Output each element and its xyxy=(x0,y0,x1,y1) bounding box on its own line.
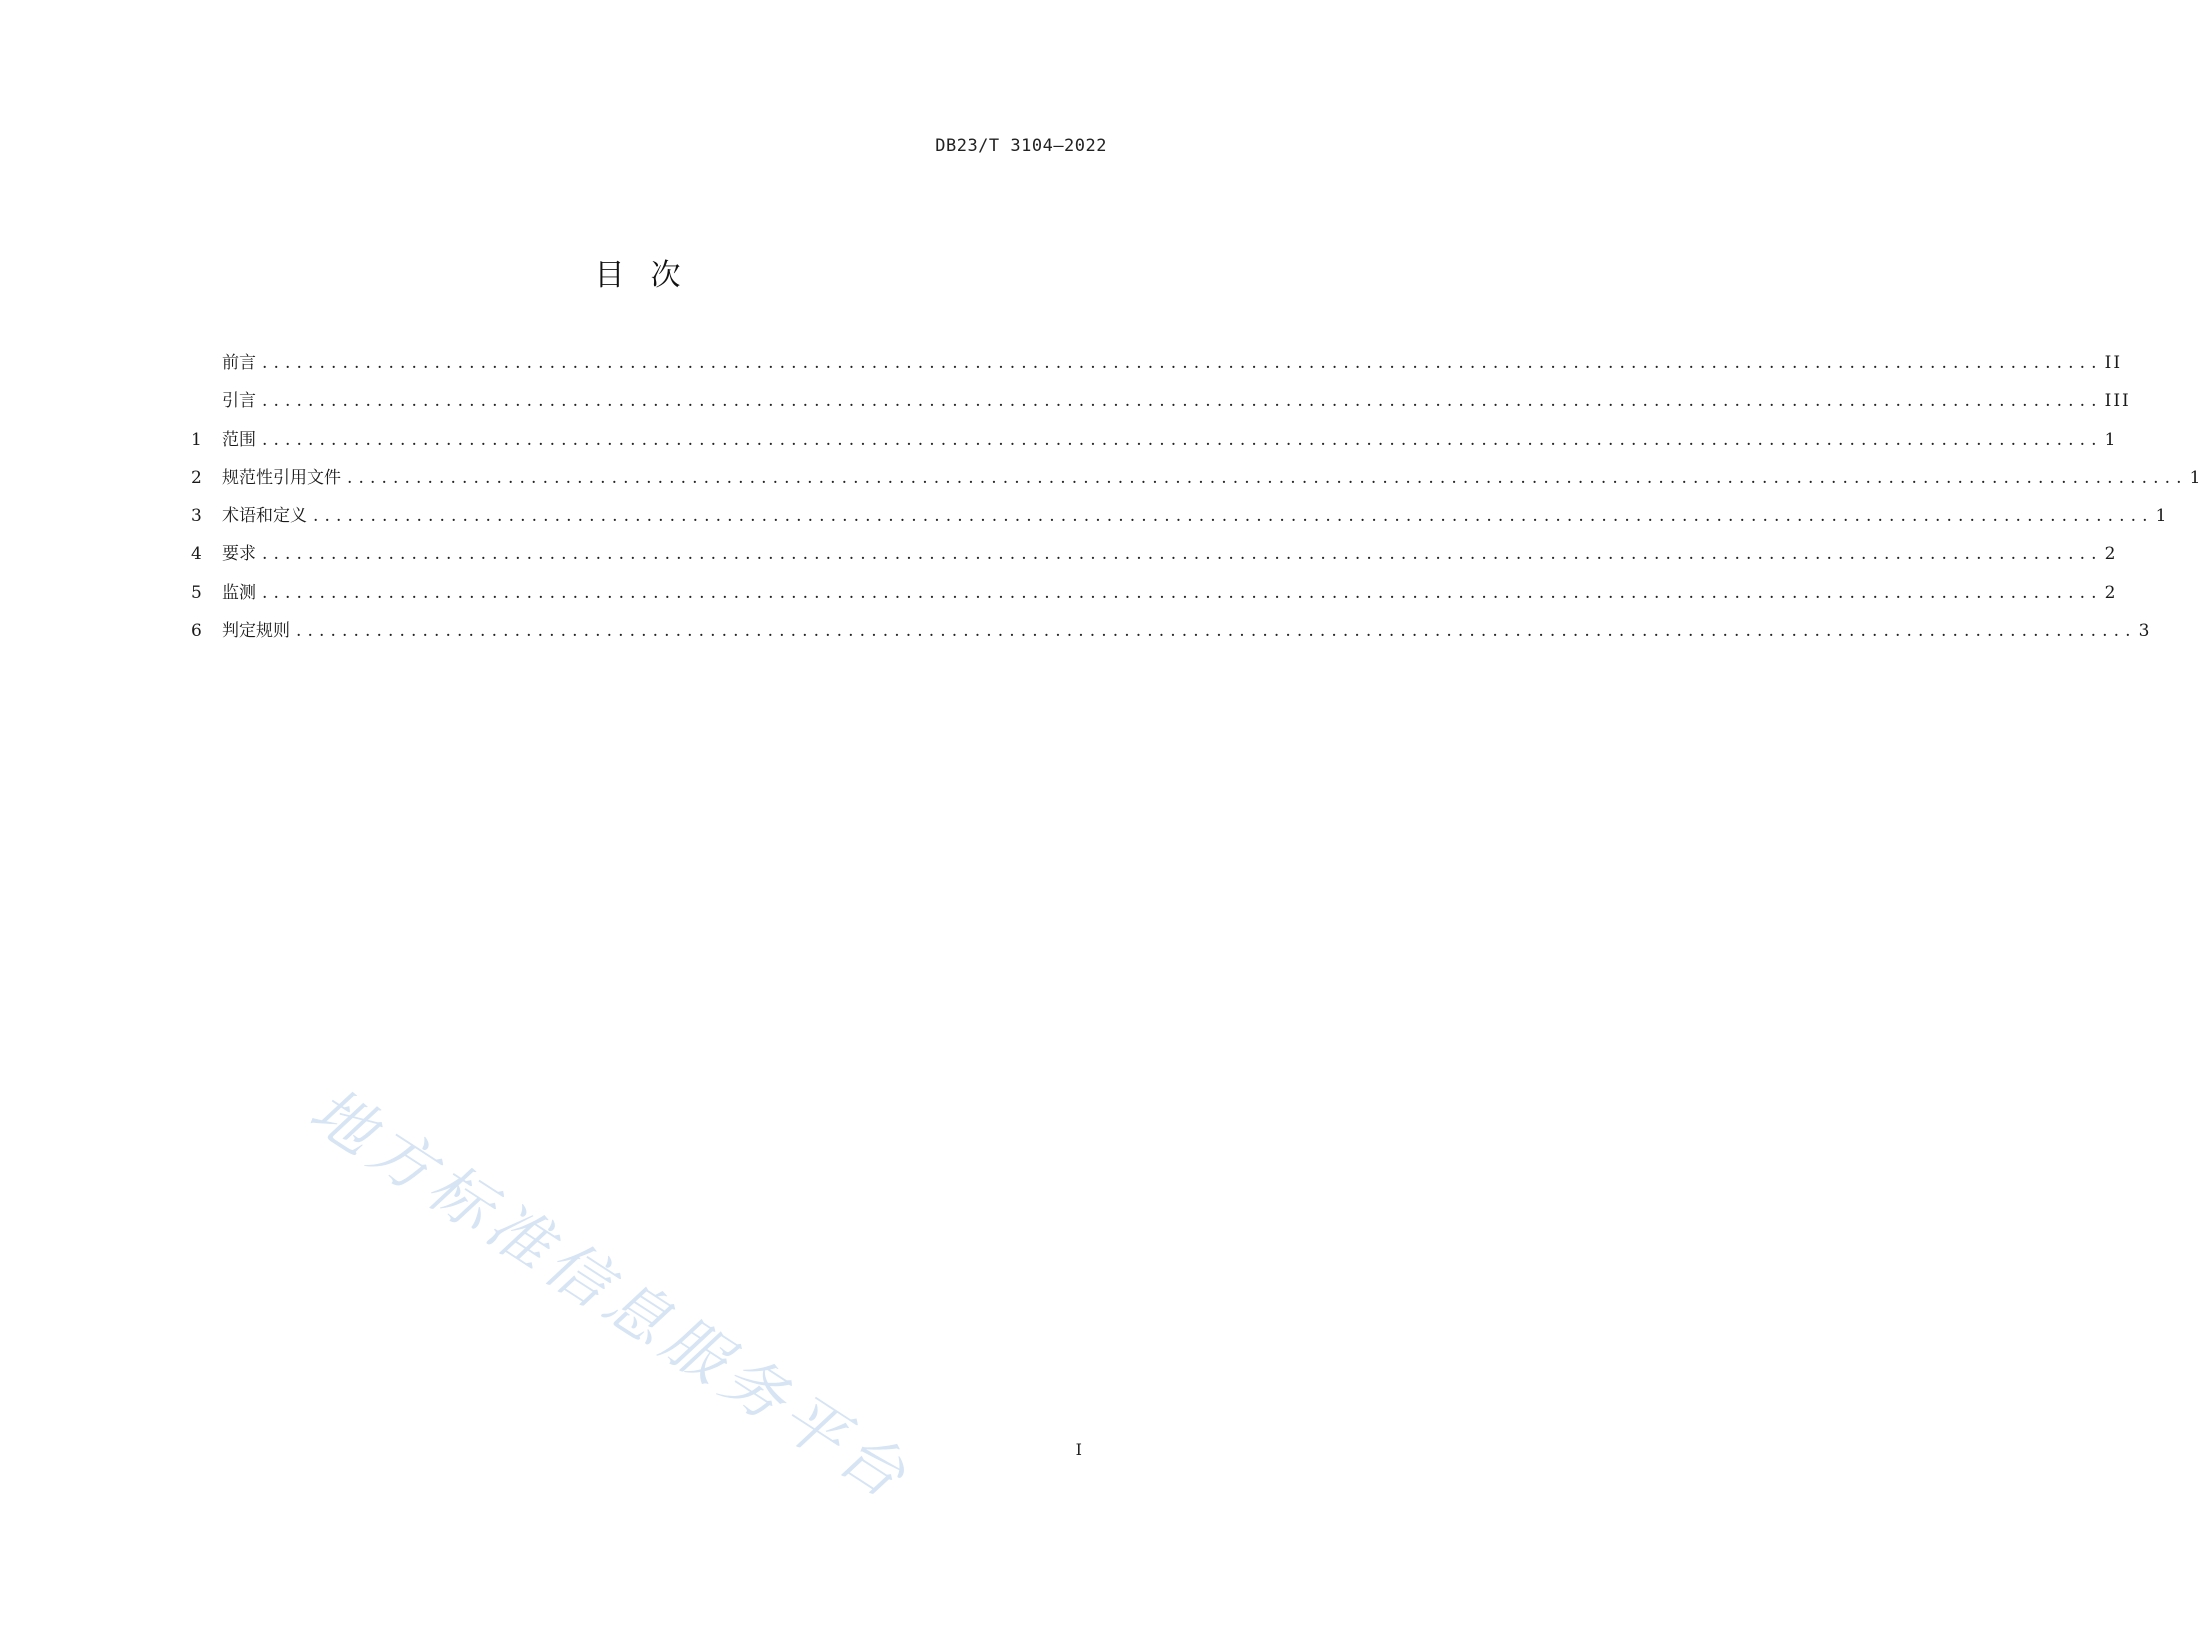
toc-entry-number: 5 xyxy=(191,582,202,603)
toc-leader-dots: ................................................................................................................................................................ xyxy=(347,467,2188,488)
toc-entry[interactable] xyxy=(191,616,2152,654)
toc-leader-dots: ................................................................................................................................................................ xyxy=(262,582,2103,603)
toc-entry[interactable] xyxy=(191,348,2123,386)
watermark: 地方标准信息服务平台 xyxy=(297,1073,925,1516)
toc-entry-label: 范围 xyxy=(222,429,256,450)
toc-leader-dots: ................................................................................................................................................................ xyxy=(262,429,2103,450)
toc-entry-label: 引言 xyxy=(222,391,256,412)
toc-entry-page: 3 xyxy=(2138,621,2152,642)
toc-entry-number: 6 xyxy=(191,621,202,642)
toc-entry-page: II xyxy=(2104,353,2123,373)
toc-entry-number: 2 xyxy=(191,467,202,488)
toc-entry-page: 2 xyxy=(2104,544,2118,565)
toc-entry-page: 2 xyxy=(2104,582,2118,603)
toc-entry-label: 规范性引用文件 xyxy=(222,467,341,488)
toc-entry[interactable] xyxy=(191,578,2118,616)
toc-entry-number: 1 xyxy=(191,429,202,450)
document-code: DB23/T 3104—2022 xyxy=(935,136,1107,156)
toc-leader-dots: ................................................................................................................................................................ xyxy=(262,391,2103,412)
toc-entry-label: 判定规则 xyxy=(222,621,290,642)
toc-entry-label: 术语和定义 xyxy=(222,506,307,527)
toc-entry[interactable] xyxy=(191,425,2118,463)
toc-entry[interactable] xyxy=(191,539,2118,577)
toc-entry-page: 1 xyxy=(2189,467,2202,488)
table-of-contents xyxy=(191,348,2202,654)
toc-title: 目次 xyxy=(594,258,707,293)
toc-entry-page: III xyxy=(2104,391,2131,412)
toc-leader-dots: ................................................................................................................................................................ xyxy=(262,353,2103,373)
toc-leader-dots: ................................................................................................................................................................ xyxy=(262,544,2103,565)
toc-leader-dots: ................................................................................................................................................................ xyxy=(296,621,2137,642)
toc-entry-number: 3 xyxy=(191,506,202,527)
toc-entry-label: 前言 xyxy=(222,353,256,373)
toc-entry-page: 1 xyxy=(2155,506,2169,527)
toc-entry[interactable] xyxy=(191,386,2131,424)
toc-entry-number: 4 xyxy=(191,544,202,565)
toc-entry[interactable] xyxy=(191,501,2169,539)
toc-entry-label: 要求 xyxy=(222,544,256,565)
toc-entry-page: 1 xyxy=(2104,429,2118,450)
toc-entry[interactable] xyxy=(191,463,2202,501)
toc-leader-dots: ................................................................................................................................................................ xyxy=(313,506,2154,527)
page-number: I xyxy=(1075,1440,1082,1459)
toc-entry-label: 监测 xyxy=(222,582,256,603)
